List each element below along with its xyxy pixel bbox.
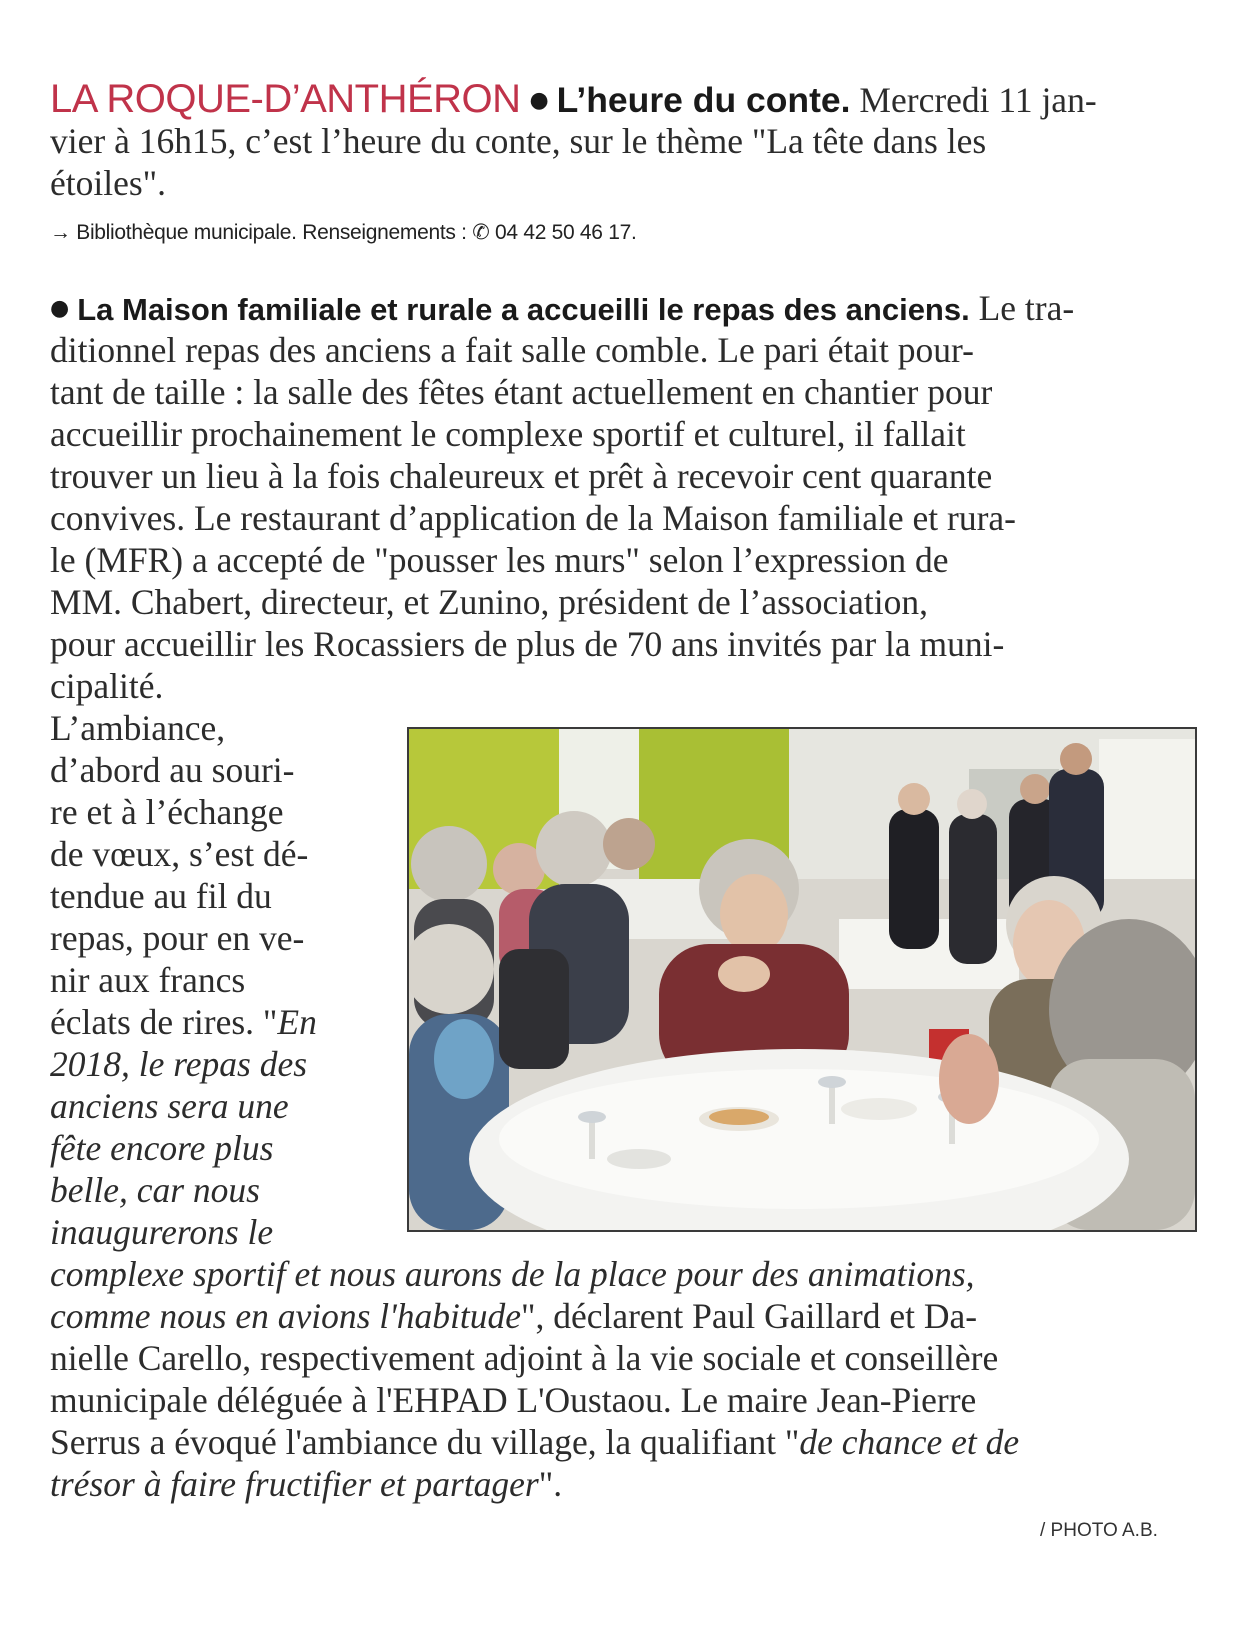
narrow-line: re et à l’échange xyxy=(50,792,284,832)
article-line: ditionnel repas des anciens a fait salle comble. Le pari était pour- xyxy=(50,330,974,370)
article-line: pour accueillir les Rocassiers de plus de 70 ans invités par la muni- xyxy=(50,624,1005,664)
photo-credit: / PHOTO A.B. xyxy=(1040,1520,1158,1541)
bullet-icon: ● xyxy=(529,88,549,113)
article-line: accueillir prochainement le complexe sportif et culturel, il fallait xyxy=(50,414,966,454)
narrow-line: de vœux, s’est dé- xyxy=(50,834,309,874)
narrow-line: tendue au fil du xyxy=(50,876,272,916)
narrow-line: repas, pour en ve- xyxy=(50,918,305,958)
quote-text: de chance et de xyxy=(799,1422,1020,1462)
narrow-text: éclats de rires. " xyxy=(50,1002,278,1042)
quote-line: anciens sera une xyxy=(50,1086,289,1126)
article-line xyxy=(50,1463,562,1505)
article-text: ", déclarent Paul Gaillard et Da- xyxy=(520,1296,978,1336)
article-first-line xyxy=(50,287,1074,331)
article-line: le (MFR) a accepté de "pousser les murs" selon l’expression de xyxy=(50,540,949,580)
quote-line: 2018, le repas des xyxy=(50,1044,308,1084)
article-line: tant de taille : la salle des fêtes étant actuellement en chantier pour xyxy=(50,372,993,412)
town-kicker: LA ROQUE-D’ANTHÉRON xyxy=(50,77,521,121)
article-headline: La Maison familiale et rurale a accueilli le repas des anciens. xyxy=(77,292,970,327)
quote-line: complexe sportif et nous aurons de la place pour des animations, xyxy=(50,1254,975,1294)
brief-line: vier à 16h15, c’est l’heure du conte, sur le thème "La tête dans les xyxy=(50,121,987,161)
quote-start: En xyxy=(277,1002,317,1042)
narrow-line: L’ambiance, xyxy=(50,708,226,748)
bullet-icon: ● xyxy=(50,296,70,321)
article-text: Le tra- xyxy=(978,288,1075,328)
brief-info: → Bibliothèque municipale. Renseignements : ✆ 04 42 50 46 17. xyxy=(50,221,637,244)
article-line: trouver un lieu à la fois chaleureux et prêt à recevoir cent quarante xyxy=(50,456,993,496)
article-line: cipalité. xyxy=(50,666,164,706)
quote-line: belle, car nous xyxy=(50,1170,261,1210)
narrow-line: nir aux francs xyxy=(50,960,246,1000)
article-text: ". xyxy=(538,1464,563,1504)
quote-line: inaugurerons le xyxy=(50,1212,274,1252)
article-text: Serrus a évoqué l'ambiance du village, la qualifiant " xyxy=(50,1422,800,1462)
brief-line: étoiles". xyxy=(50,163,167,203)
article-photo xyxy=(407,727,1197,1232)
narrow-line: d’abord au souri- xyxy=(50,750,295,790)
quote-line: fête encore plus xyxy=(50,1128,274,1168)
article-line: municipale déléguée à l'EHPAD L'Oustaou. Le maire Jean-Pierre xyxy=(50,1380,977,1420)
article-line: nielle Carello, respectivement adjoint à la vie sociale et conseillère xyxy=(50,1338,999,1378)
brief-first-line xyxy=(50,78,1097,122)
quote-end: comme nous en avions l'habitude xyxy=(50,1296,521,1336)
banquet-photo-illustration xyxy=(409,729,1195,1230)
article-line xyxy=(50,1295,977,1337)
quote-text: trésor à faire fructifier et partager xyxy=(50,1464,539,1504)
article-line xyxy=(50,1421,1019,1463)
article-line: convives. Le restaurant d’application de la Maison familiale et rura- xyxy=(50,498,1017,538)
article-line: MM. Chabert, directeur, et Zunino, président de l’association, xyxy=(50,582,928,622)
narrow-line xyxy=(50,1001,317,1043)
brief-headline: L’heure du conte. xyxy=(556,80,851,120)
brief-text: Mercredi 11 jan- xyxy=(859,80,1097,120)
